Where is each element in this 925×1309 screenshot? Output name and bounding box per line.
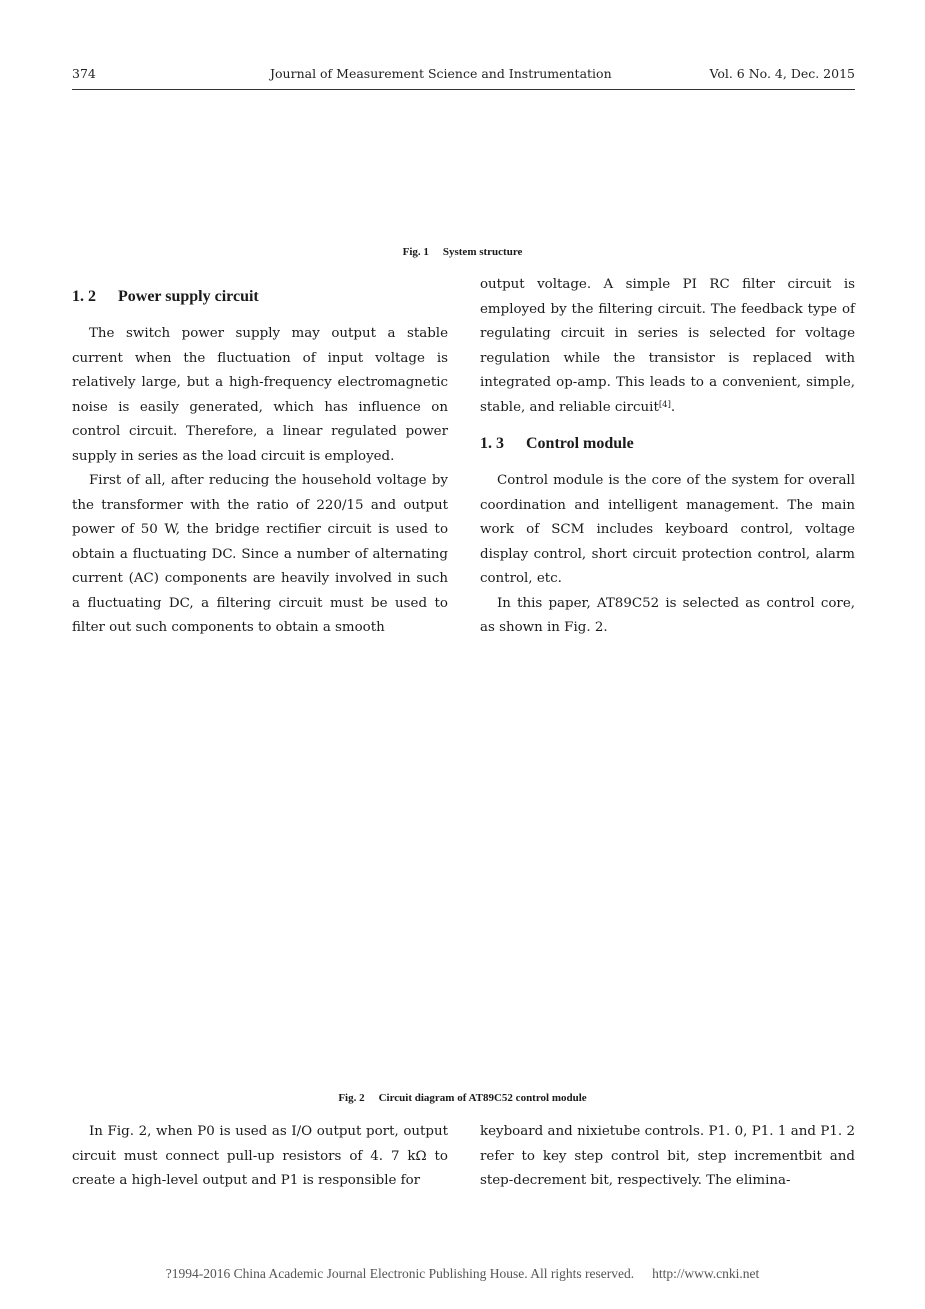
paragraph: The switch power supply may output a stable current when the fluctuation of input voltage is relatively large, but a high-frequency electromagnetic noise is easily generated, which has influence on control circuit. Therefore, a linear regulated power supply in series as the load circuit is employed. [72,326,448,464]
footer [0,1266,925,1282]
section-title: Power supply circuit [118,288,259,305]
section-heading-1-2 [72,288,259,306]
fig1-caption [0,246,925,258]
page-number: 374 [72,66,96,81]
paragraph: Control module is the core of the system for overall coordination and intelligent management. The main work of SCM includes keyboard control, voltage display control, short circuit protection control, alarm control, etc. [480,473,855,586]
paragraph: In this paper, AT89C52 is selected as control core, as shown in Fig. 2. [480,595,855,635]
fig2-caption-text: Circuit diagram of AT89C52 control module [378,1092,587,1104]
section-number: 1. 3 [480,435,504,452]
footer-url[interactable]: http://www.cnki.net [652,1266,760,1281]
copyright-notice: ?1994-2016 China Academic Journal Electronic Publishing House. All rights reserved. [165,1266,635,1281]
citation: [4] [658,399,671,410]
paragraph-text: output voltage. A simple PI RC filter circuit is employed by the filtering circuit. The feedback type of regulating circuit in series is selected for voltage regulation while the transistor is replaced with integrated op-amp. This leads to a convenient, simple, stable, and reliable circuit [480,277,855,415]
section-heading-1-3 [480,435,634,453]
fig1-caption-text: System structure [442,246,523,258]
section-number: 1. 2 [72,288,96,305]
paragraph: First of all, after reducing the household voltage by the transformer with the ratio of 220/15 and output power of 50 W, the bridge rectifier circuit is used to obtain a fluctuating DC. Since a number of alternating current (AC) components are heavily involved in such a fluctuating DC, a filtering circuit must be used to filter out such components to obtain a smooth [72,473,448,635]
bottom-left-column [72,1120,448,1194]
fig2-label: Fig. 2 [338,1092,365,1104]
left-column [72,322,448,641]
section-title: Control module [526,435,634,452]
right-column-body [480,469,855,641]
right-column-top [480,273,855,420]
fig2-caption [0,1092,925,1104]
fig1-label: Fig. 1 [402,246,429,258]
journal-title: Journal of Measurement Science and Instrumentation [270,66,612,81]
header-rule [72,89,855,90]
paragraph-continued [480,273,855,420]
paragraph-end: . [670,399,676,415]
bottom-right-column [480,1120,855,1194]
paragraph: In Fig. 2, when P0 is used as I/O output port, output circuit must connect pull-up resistors of 4. 7 kΩ to create a high-level output and P1 is responsible for [72,1124,448,1188]
paragraph: keyboard and nixietube controls. P1. 0, P1. 1 and P1. 2 refer to key step control bit, step incrementbit and step-decrement bit, respectively. The elimina- [480,1124,855,1188]
volume-info: Vol. 6 No. 4, Dec. 2015 [709,66,855,81]
